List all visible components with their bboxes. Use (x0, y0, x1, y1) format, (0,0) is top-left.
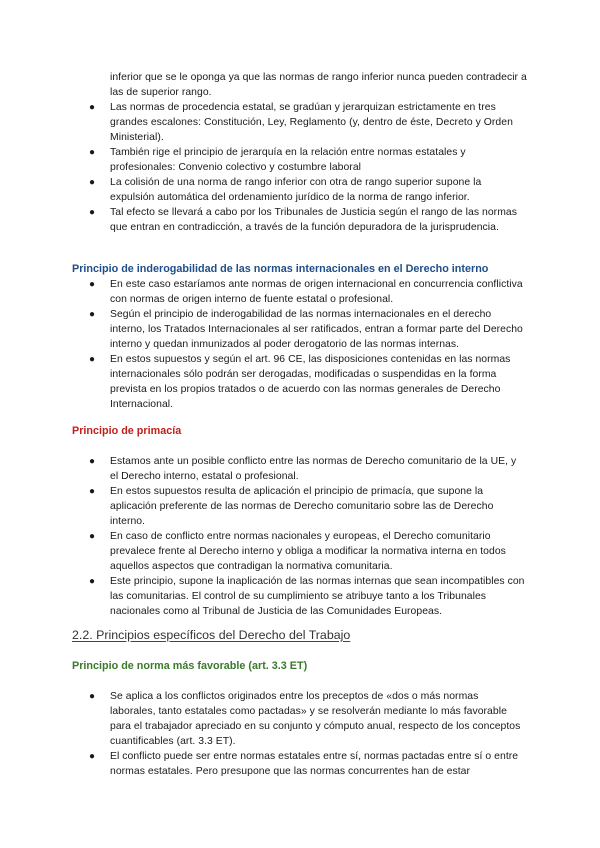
list-item (0, 277, 525, 307)
list-item-text: Las normas de procedencia estatal, se gradúan y jerarquizan estrictamente en tres grandes escalones: Constitución, Ley, Reglamento (y, dentro de éste, Decreto y Orden Ministerial). (110, 102, 513, 143)
list-item-text: La colisión de una norma de rango inferior con otra de rango superior supone la expulsión automática del ordenamiento jurídico de la norma de rango inferior. (110, 177, 482, 203)
list-item (0, 484, 525, 529)
list-item-text: Se aplica a los conflictos originados entre los preceptos de «dos o más normas laborales, tanto estatales como pactadas» y se resolverán mediante lo más favorable para el trabajador apreciado en su conjunto y cómputo anual, respecto de los conceptos cuantificables (art. 3.3 ET). (110, 691, 521, 747)
bullet-icon: ● (89, 751, 96, 762)
list-item-text: En estos supuestos y según el art. 96 CE, las disposiciones contenidas en las normas internacionales sólo podrán ser derogadas, modificadas o suspendidas en la forma prevista en los propios tratados o de acuerdo con las normas generales de Derecho Internacional. (110, 354, 511, 410)
list-item (0, 175, 525, 205)
bullet-icon: ● (89, 102, 96, 113)
list-item-text: Estamos ante un posible conflicto entre las normas de Derecho comunitario de la UE, y el Derecho interno, estatal o profesional. (110, 456, 517, 482)
list-item (0, 529, 525, 574)
list-item-text: Tal efecto se llevará a cabo por los Tribunales de Justicia según el rango de las normas que entran en contradicción, a través de la función depuradora de la jurisprudencia. (110, 207, 517, 233)
intro-paragraph: inferior que se le oponga ya que las normas de rango inferior nunca pueden contradecir a las de superior rango. (110, 72, 527, 98)
bullet-icon: ● (89, 531, 96, 542)
list-item-text: También rige el principio de jerarquía en la relación entre normas estatales y profesionales: Convenio colectivo y costumbre laboral (110, 147, 466, 173)
list-item (0, 454, 525, 484)
list-item (0, 307, 525, 352)
bullet-icon: ● (89, 691, 96, 702)
list-item-text: En este caso estaríamos ante normas de origen internacional en concurrencia conflictiva con normas de origen interno de fuente estatal o profesional. (110, 279, 523, 305)
inderogabilidad-list (0, 277, 600, 412)
list-item-text: En estos supuestos resulta de aplicación el principio de primacía, que supone la aplicación preferente de las normas de Derecho comunitario sobre las de Derecho interno. (110, 486, 494, 527)
list-item (0, 352, 525, 412)
heading-primacia: Principio de primacía (72, 425, 182, 437)
list-item (0, 100, 525, 145)
bullet-icon: ● (89, 207, 96, 218)
heading-inderogabilidad: Principio de inderogabilidad de las normas internacionales en el Derecho interno (72, 263, 489, 275)
bullet-icon: ● (89, 309, 96, 320)
list-item (0, 689, 525, 749)
list-item-text: El conflicto puede ser entre normas estatales entre sí, normas pactadas entre sí o entre normas estatales. Pero presupone que las normas concurrentes han de estar (110, 751, 519, 777)
list-item (0, 574, 525, 619)
bullet-icon: ● (89, 279, 96, 290)
heading-norma-favorable: Principio de norma más favorable (art. 3.3 ET) (72, 660, 308, 672)
bullet-icon: ● (89, 177, 96, 188)
list-item-text: Según el principio de inderogabilidad de las normas internacionales en el derecho interno, los Tratados Internacionales al ser ratificados, entran a formar parte del Derecho interno y quedan inmunizados al poder derogatorio de las normas internas. (110, 309, 523, 350)
list-item (0, 145, 525, 175)
bullet-icon: ● (89, 147, 96, 158)
primacia-list (0, 454, 600, 619)
bullet-icon: ● (89, 486, 96, 497)
section-title: 2.2. Principios específicos del Derecho del Trabajo (72, 628, 351, 642)
list-item (0, 749, 525, 779)
hierarchy-list (0, 100, 600, 235)
list-item-text: En caso de conflicto entre normas nacionales y europeas, el Derecho comunitario prevalece frente al Derecho interno y obliga a modificar la normativa interna en todos aquellos aspectos que contradigan la normativa comunitaria. (110, 531, 506, 572)
bullet-icon: ● (89, 354, 96, 365)
list-item-text: Este principio, supone la inaplicación de las normas internas que sean incompatibles con las comunitarias. El control de su cumplimiento se atribuye tanto a los Tribunales nacionales como al Tribunal de Justicia de las Comunidades Europeas. (110, 576, 525, 617)
bullet-icon: ● (89, 576, 96, 587)
bullet-icon: ● (89, 456, 96, 467)
norma-favorable-list (0, 689, 600, 779)
list-item (0, 205, 525, 235)
